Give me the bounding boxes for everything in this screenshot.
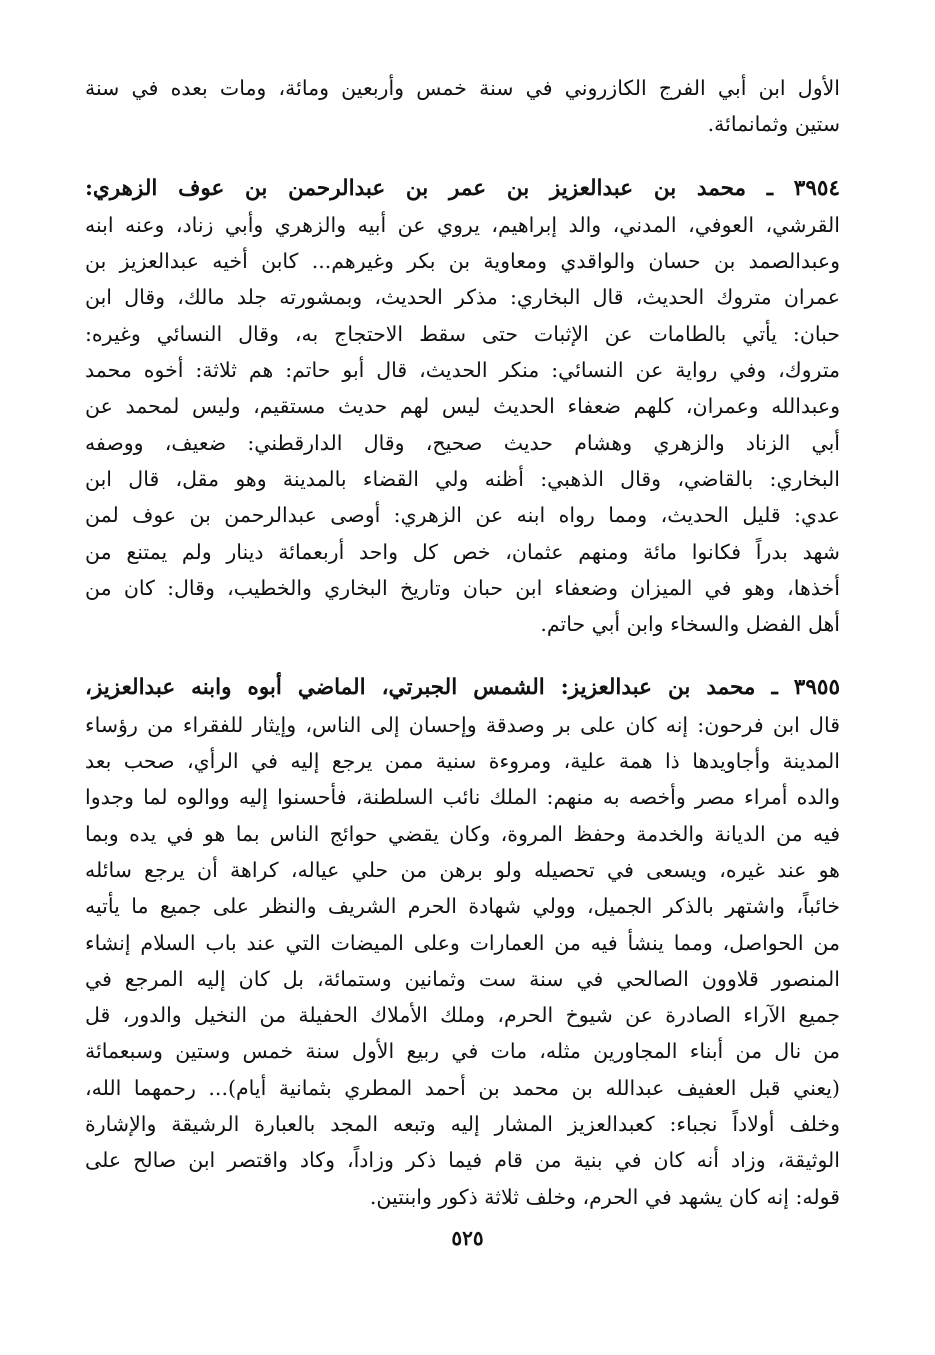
text-line: فيه من الديانة والخدمة وحفظ المروة، وكان يقضي حوائج الناس بما هو في يده وبما [85,821,840,846]
text-line: والده أمراء مصر وأخصه به منهم: الملك نائب السلطنة، فأحسنوا إليه ووالوه لما وجدوا [85,785,840,810]
page-number: ٥٢٥ [451,1226,484,1250]
text-line: من نال من أبناء المجاورين مثله، مات في ربيع الأول سنة خمس وستين وسبعمائة [85,1039,840,1064]
text-line: عمران متروك الحديث، قال البخاري: مذكر الحديث، وبمشورته جلد مالك، وقال ابن [85,285,840,310]
text-line: أبي الزناد والزهري وهشام حديث صحيح، وقال الدارقطني: ضعيف، ووصفه [85,430,840,455]
text-line: من الحواصل، ومما ينشأ فيه من العمارات وعلى الميضات التي عند باب السلام إنشاء [85,930,840,955]
paragraph-gap [85,143,840,171]
text-line: وخلف أولاداً نجباء: كعبدالعزيز المشار إليه وتبعه المجد بالعبارة الرشيقة والإشارة [85,1112,840,1137]
text-line: جميع الآراء الصادرة عن شيوخ الحرم، وملك الأملاك الحفيلة من النخيل والدور، قل [85,1003,840,1028]
text-line: وعبدالصمد بن حسان والواقدي ومعاوية بن بكر وغيرهم... كابن أخيه عبدالعزيز بن [85,249,840,274]
text-line: ستين وثمانمائة. [707,112,840,137]
text-line: أهل الفضل والسخاء وابن أبي حاتم. [540,612,840,637]
paragraph-gap [85,642,840,670]
text-line: عدي: قليل الحديث، ومما رواه ابنه عن الزهري: أوصى عبدالرحمن بن عوف لمن [85,503,840,528]
entry-heading-line: ٣٩٥٥ ـ محمد بن عبدالعزيز: الشمس الجبرتي، الماضي أبوه وابنه عبدالعزيز، [85,675,840,701]
text-line: الوثيقة، وزاد أنه كان في بنية من قام فيما ذكر وزاداً، وكاد واقتصر ابن صالح على [85,1148,840,1173]
text-line: قال ابن فرحون: إنه كان على بر وصدقة وإحسان إلى الناس، وإيثار للفقراء من رؤساء [85,712,840,737]
entry-3955 [85,670,840,1214]
text-line: الأول ابن أبي الفرج الكازروني في سنة خمس وأربعين ومائة، ومات بعده في سنة [85,76,840,100]
entry-heading-line: ٣٩٥٤ ـ محمد بن عبدالعزيز بن عمر بن عبدالرحمن بن عوف الزهري: [85,175,840,201]
text-line: متروك، وفي رواية عن النسائي: منكر الحديث، قال أبو حاتم: هم ثلاثة: أخوه محمد [85,358,840,383]
text-line: قوله: إنه كان يشهد في الحرم، وخلف ثلاثة ذكور وابنتين. [369,1184,840,1209]
text-line: وعبدالله وعمران، كلهم ضعفاء الحديث ليس لهم حديث مستقيم، وليس لمحمد عن [85,394,840,419]
text-line: هو عند غيره، ويسعى في تحصيله ولو برهن من حلي عياله، كراهة أن يرجع سائله [85,857,840,882]
text-line: المنصور قلاوون الصالحي في سنة ست وثمانين وستمائة، بل كان إليه المرجع في [85,966,840,991]
text-line: شهد بدراً فكانوا مائة ومنهم عثمان، خص كل واحد أربعمائة دينار ولم يمتنع من [85,539,840,564]
text-line: البخاري: بالقاضي، وقال الذهبي: أظنه ولي القضاء بالمدينة وهو مقل، قال ابن [85,466,840,491]
text-line: المدينة وأجاويدها ذا همة علية، ومروءة سنية ممن يرجع إليه في الرأي، صحب بعد [85,749,840,774]
text-line: أخذها، وهو في الميزان وضعفاء ابن حبان وتاريخ البخاري والخطيب، وقال: كان من [85,575,840,600]
paragraph-continuation [85,70,840,143]
text-line: القرشي، العوفي، المدني، والد إبراهيم، يروي عن أبيه والزهري وأبي زناد، وعنه ابنه [85,212,840,237]
text-line: خائباً، واشتهر بالذكر الجميل، وولي شهادة الحرم الشريف والنظر على جميع ما يأتيه [85,894,840,919]
entry-3954 [85,171,840,643]
text-column [85,70,840,1215]
text-line: حبان: يأتي بالطامات عن الإثبات حتى سقط الاحتجاج به، وقال النسائي وغيره: [85,321,840,346]
text-line: (يعني قبل العفيف عبدالله بن محمد بن أحمد المطري بثمانية أيام)... رحمهما الله، [85,1075,840,1100]
